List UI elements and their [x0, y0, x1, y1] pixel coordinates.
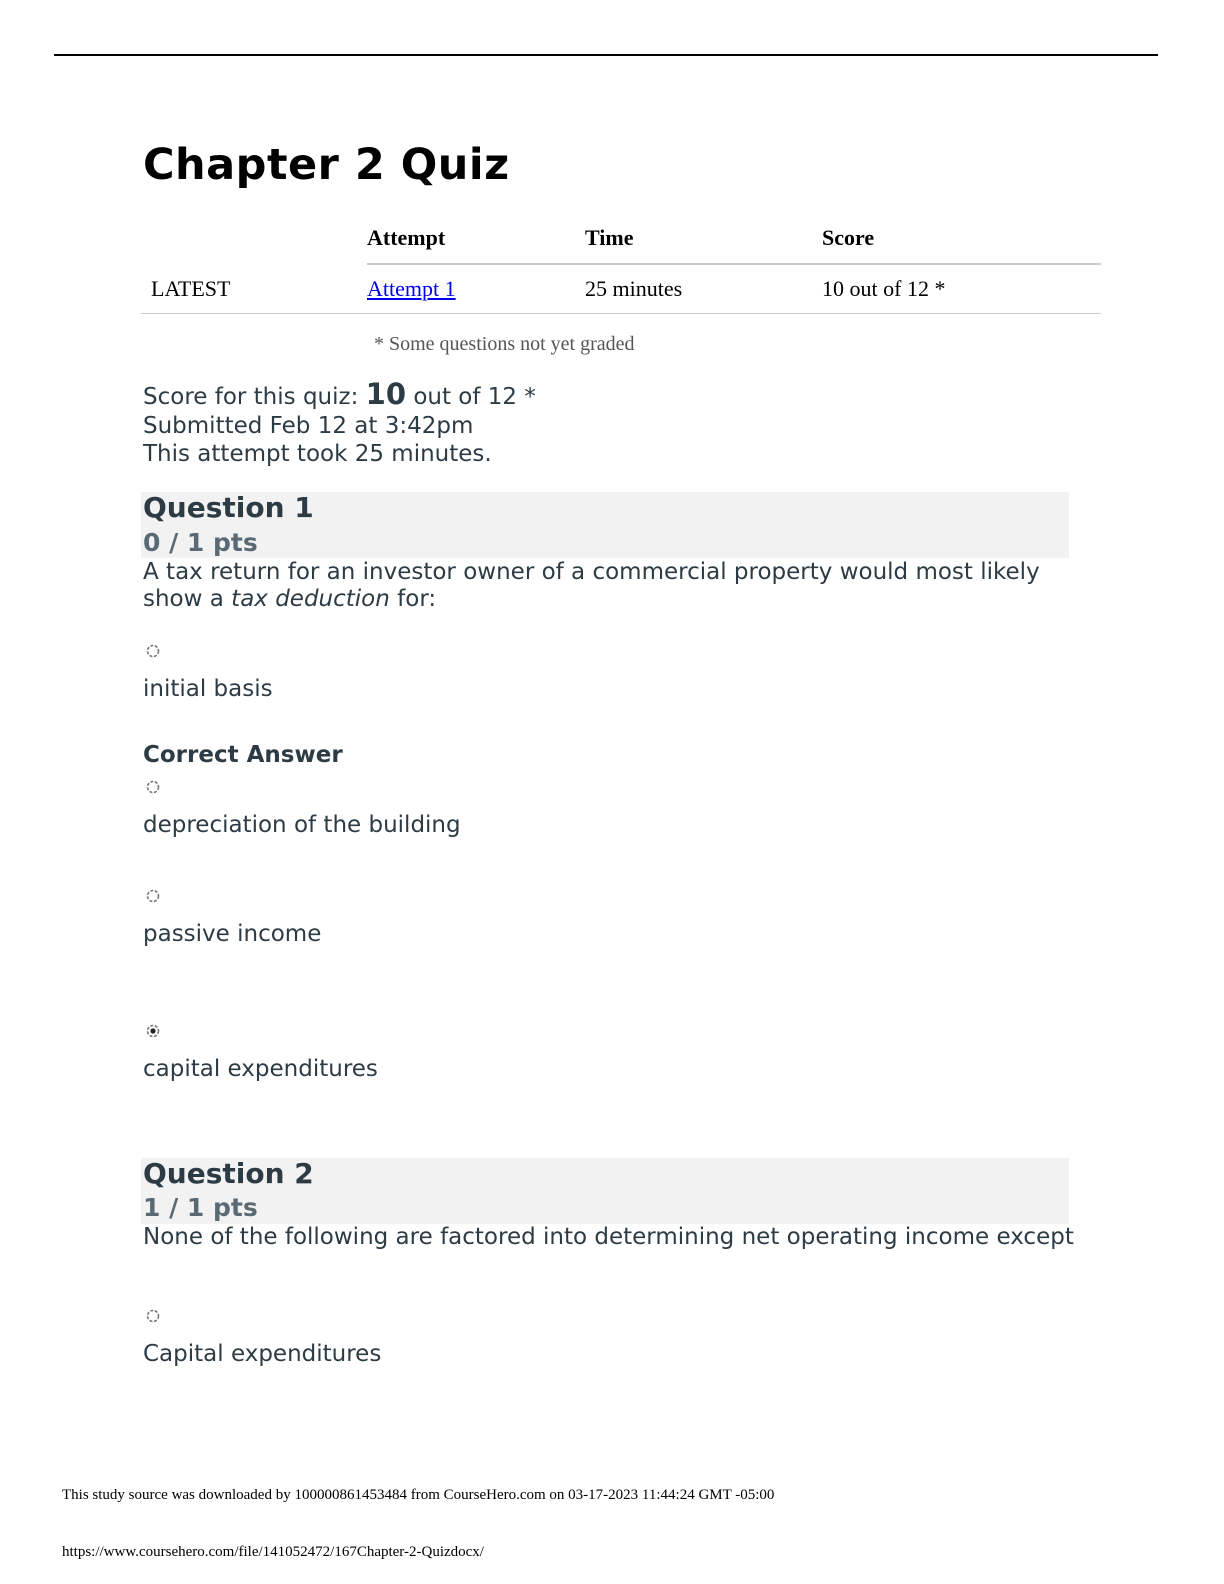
answer-option: Capital expenditures — [143, 1341, 382, 1367]
score-prefix: Score for this quiz: — [143, 384, 366, 410]
score-line — [143, 377, 536, 412]
score-suffix: out of 12 * — [406, 384, 536, 410]
time-cell: 25 minutes — [585, 264, 822, 314]
top-rule — [54, 54, 1158, 56]
attempt-cell — [367, 264, 585, 314]
attempts-header-row — [141, 212, 1101, 264]
attempts-table — [141, 212, 1101, 314]
radio-unselected-icon[interactable] — [146, 1309, 160, 1323]
attempt-link[interactable]: Attempt 1 — [367, 276, 456, 301]
question-1-text-before: A tax return for an investor owner of a commercial property would most likely show a — [143, 559, 1040, 612]
quiz-summary — [143, 377, 536, 469]
answer-option: passive income — [143, 921, 322, 947]
question-2-points: 1 / 1 pts — [143, 1193, 258, 1222]
question-1-title: Question 1 — [143, 491, 314, 524]
radio-unselected-icon[interactable] — [146, 780, 160, 794]
radio-unselected-icon[interactable] — [146, 889, 160, 903]
question-1-text — [143, 559, 1083, 613]
question-1-points: 0 / 1 pts — [143, 528, 258, 557]
page-title: Chapter 2 Quiz — [143, 140, 510, 190]
radio-unselected-icon[interactable] — [146, 644, 160, 658]
score-cell: 10 out of 12 * — [822, 264, 1101, 314]
question-2-title: Question 2 — [143, 1157, 314, 1190]
footer-source-line: This study source was downloaded by 100000861453484 from CourseHero.com on 03-17-2023 11:44:24 GMT -05:00 — [62, 1487, 775, 1503]
table-row — [141, 264, 1101, 314]
header-attempt: Attempt — [367, 212, 585, 264]
row-label: LATEST — [141, 264, 367, 314]
question-1-text-after: for: — [389, 586, 437, 612]
question-2-text: None of the following are factored into determining net operating income except — [143, 1224, 1074, 1250]
submitted-line: Submitted Feb 12 at 3:42pm — [143, 412, 474, 439]
header-score: Score — [822, 212, 1101, 264]
answer-option: depreciation of the building — [143, 812, 461, 838]
header-time: Time — [585, 212, 822, 264]
answer-option-selected: capital expenditures — [143, 1056, 378, 1082]
grading-note: * Some questions not yet graded — [374, 333, 635, 355]
correct-answer-label: Correct Answer — [143, 742, 343, 768]
score-value: 10 — [365, 377, 407, 411]
header-blank — [141, 212, 367, 264]
question-1-text-emphasis: tax deduction — [231, 586, 390, 612]
footer-url: https://www.coursehero.com/file/141052472/167Chapter-2-Quizdocx/ — [62, 1544, 484, 1560]
radio-selected-icon[interactable] — [146, 1024, 160, 1038]
duration-line: This attempt took 25 minutes. — [143, 441, 492, 467]
answer-option: initial basis — [143, 676, 273, 702]
